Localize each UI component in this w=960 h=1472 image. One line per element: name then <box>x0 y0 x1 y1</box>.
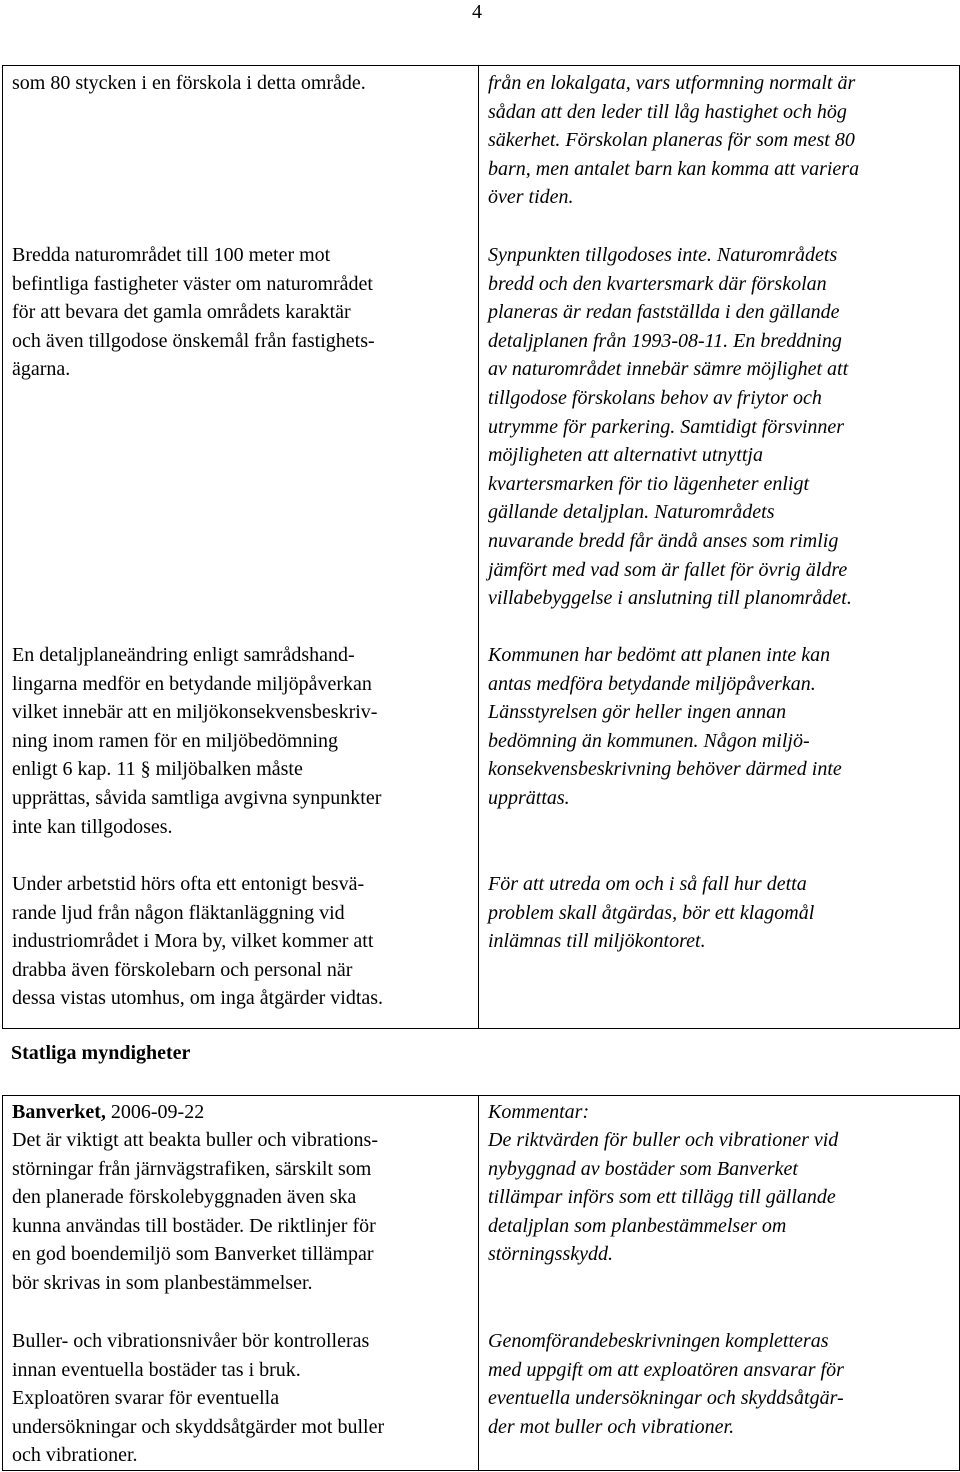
statement-paragraph-4: Under arbetstid hörs ofta ett entonigt besvä- rande ljud från någon fläktanläggning vid industriområdet i Mora by, vilket kommer att drabba även förskolebarn och personal när dessa vistas utomhus, om inga åtgärder vidtas. <box>12 873 384 1010</box>
response-paragraph-3: Kommunen har bedömt att planen inte kan antas medföra betydande miljöpåverkan. Länsstyrelsen gör heller ingen annan bedömning än kommunen. Någon miljö- konsekvensbeskrivning behöver därmed inte upprättas. <box>488 644 842 809</box>
sender-date: 2006-09-22 <box>105 1101 205 1123</box>
comment-paragraph-2: Genomförandebeskrivningen kompletteras med uppgift om att exploatören ansvarar för eventuella undersökningar och skyddsåtgär- der mot buller och vibrationer. <box>488 1330 844 1438</box>
statement-cell <box>3 66 479 1029</box>
response-paragraph-1: från en lokalgata, vars utformning normalt är sådan att den leder till låg hastighet och hög säkerhet. Förskolan planeras för som mest 80 barn, men antalet barn kan komma att variera över tiden. <box>488 72 860 209</box>
comment-label: Kommentar: <box>488 1101 590 1123</box>
authority-comment-cell <box>479 1096 960 1471</box>
comment-paragraph-1: De riktvärden för buller och vibrationer vid nybyggnad av bostäder som Banverket tillämpar införs som ett tillägg till gällande detaljplan som planbestämmelser om störningsskydd. <box>488 1129 839 1266</box>
authority-paragraph-1: Det är viktigt att beakta buller och vibrations- störningar från järnvägstrafiken, särskilt som den planerade förskolebyggnaden även ska kunna användas till bostäder. De riktlinjer för en god boendemiljö som Banverket tillämpar bör skrivas in som planbestämmelser. <box>12 1129 378 1294</box>
response-paragraph-4: För att utreda om och i så fall hur detta problem skall åtgärdas, bör ett klagomål inlämnas till miljökontoret. <box>488 873 815 953</box>
response-cell <box>479 66 960 1029</box>
sender-line <box>12 1098 474 1127</box>
statement-paragraph-1: som 80 stycken i en förskola i detta område. <box>12 72 366 94</box>
authority-statement-cell <box>3 1096 479 1471</box>
statement-paragraph-3: En detaljplaneändring enligt samrådshand- lingarna medför en betydande miljöpåverkan vilket innebär att en miljökonsekvensbeskriv- ning inom ramen för en miljöbedömning enligt 6 kap. 11 § miljöbalken måste upprättas, såvida samtliga avgivna synpunkter inte kan tillgodoses. <box>12 644 382 838</box>
authority-table <box>2 1095 960 1471</box>
statements-table <box>2 65 960 1029</box>
page-number: 4 <box>472 1 482 23</box>
response-paragraph-2: Synpunkten tillgodoses inte. Naturområdets bredd och den kvartersmark där förskolan planeras är redan fastställda i den gällande detaljplanen från 1993-08-11. En breddning av naturområdet innebär sämre möjlighet att tillgodose förskolans behov av friytor och utrymme för parkering. Samtidigt försvinner möjligheten att alternativt utnyttja kvartersmarken för tio lägenheter enligt gällande detaljplan. Naturområdets nuvarande bredd får ändå anses som rimlig jämfört med vad som är fallet för övrig äldre villabebyggelse i anslutning till planområdet. <box>488 244 852 610</box>
authority-paragraph-2: Buller- och vibrationsnivåer bör kontrolleras innan eventuella bostäder tas i bruk. Exploatören svarar för eventuella undersökningar och skyddsåtgärder mot buller och vibrationer. <box>12 1330 385 1467</box>
statement-paragraph-2: Bredda naturområdet till 100 meter mot befintliga fastigheter väster om naturområdet för att bevara det gamla områdets karaktär och även tillgodose önskemål från fastighets- ägarna. <box>12 244 375 381</box>
sender-name: Banverket, <box>12 1101 106 1123</box>
section-heading: Statliga myndigheter <box>11 1042 191 1064</box>
